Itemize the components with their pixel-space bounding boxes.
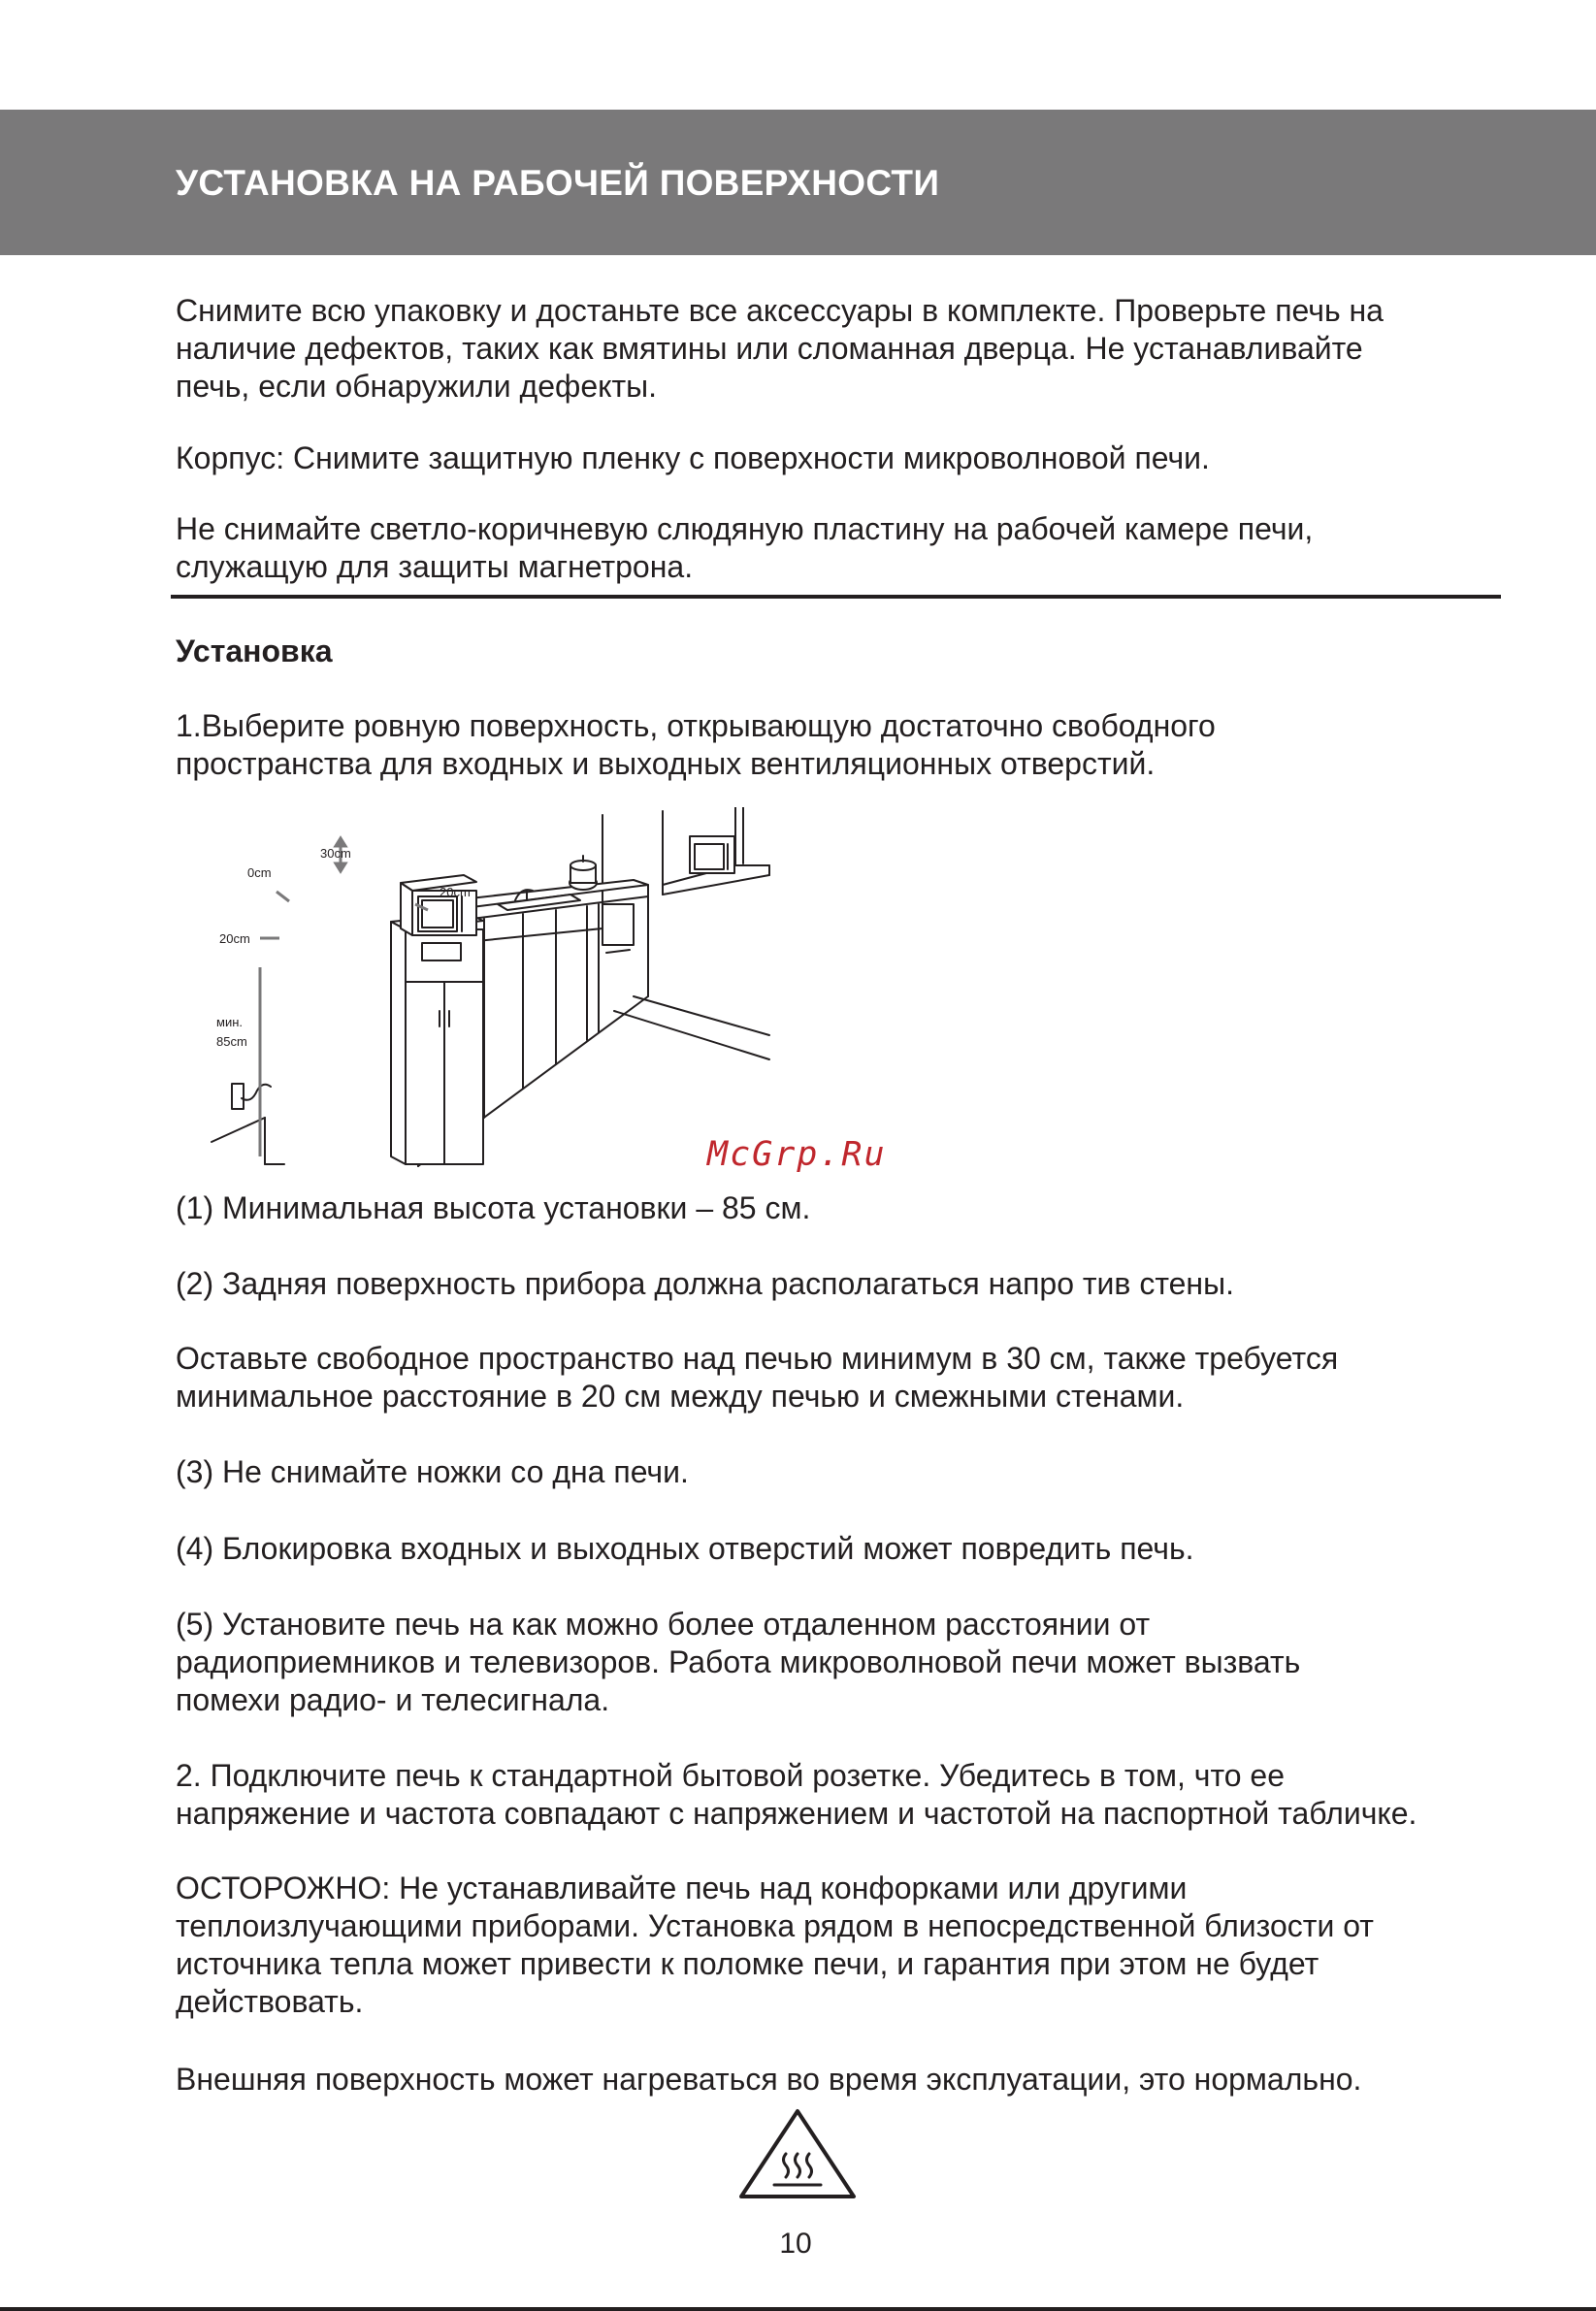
hot-surface-icon [737,2107,858,2200]
page-title: УСТАНОВКА НА РАБОЧЕЙ ПОВЕРХНОСТИ [176,163,940,203]
clearance-back-label: 0cm [247,865,272,880]
note-4: (4) Блокировка входных и выходных отверстий может повредить печь. [176,1531,1194,1566]
hot-surface-paragraph: Внешняя поверхность может нагреваться во время эксплуатации, это нормально. [176,2062,1362,2097]
section-heading: Установка [176,634,333,668]
intro-paragraph: Снимите всю упаковку и достаньте все аксессуары в комплекте. Проверьте печь на наличие дефектов, таких как вмятины или сломанная дверца. Не устанавливайте печь, если обнаружили дефекты. [176,293,1384,404]
note-2: (2) Задняя поверхность прибора должна располагаться напро тив стены. [176,1266,1234,1301]
step-2-text: 2. Подключите печь к стандартной бытовой розетке. Убедитесь в том, что ее напряжение и частота совпадают с напряжением и частотой на паспортной табличке. [176,1758,1417,1831]
kitchen-installation-illustration [207,807,866,1176]
caution-paragraph: ОСТОРОЖНО: Не устанавливайте печь над конфорками или другими теплоизлучающими приборами. Установка рядом в непосредственной близости от источника тепла может привести к поломке печи, и гарантия при этом не будет действовать. [176,1871,1374,2019]
step-1-text: 1.Выберите ровную поверхность, открывающую достаточно свободного пространства для входных и выходных вентиляционных отверстий. [176,708,1216,781]
section-divider [171,595,1501,599]
clearance-top-label: 30cm [320,846,351,861]
note-3: (3) Не снимайте ножки со дна печи. [176,1454,689,1489]
page-number: 10 [779,2228,812,2260]
clearance-paragraph: Оставьте свободное пространство над печью минимум в 30 см, также требуется минимальное расстояние в 20 см между печью и смежными стенами. [176,1341,1339,1414]
note-1: (1) Минимальная высота установки – 85 см. [176,1190,811,1225]
clearance-right-label: 20cm [440,885,471,899]
housing-paragraph: Корпус: Снимите защитную пленку с поверхности микроволновой печи. [176,440,1210,475]
mica-paragraph: Не снимайте светло-коричневую слюдяную пластину на рабочей камере печи, служащую для защиты магнетрона. [176,511,1314,584]
height-value-label: 85cm [216,1034,247,1049]
bottom-rule [0,2307,1596,2311]
height-label: мин. [216,1015,243,1029]
watermark: McGrp.Ru [707,1135,887,1174]
note-5: (5) Установите печь на как можно более отдаленном расстоянии от радиоприемников и телевизоров. Работа микроволновой печи может вызвать помехи радио- и телесигнала. [176,1607,1301,1717]
clearance-left-label: 20cm [219,931,250,946]
